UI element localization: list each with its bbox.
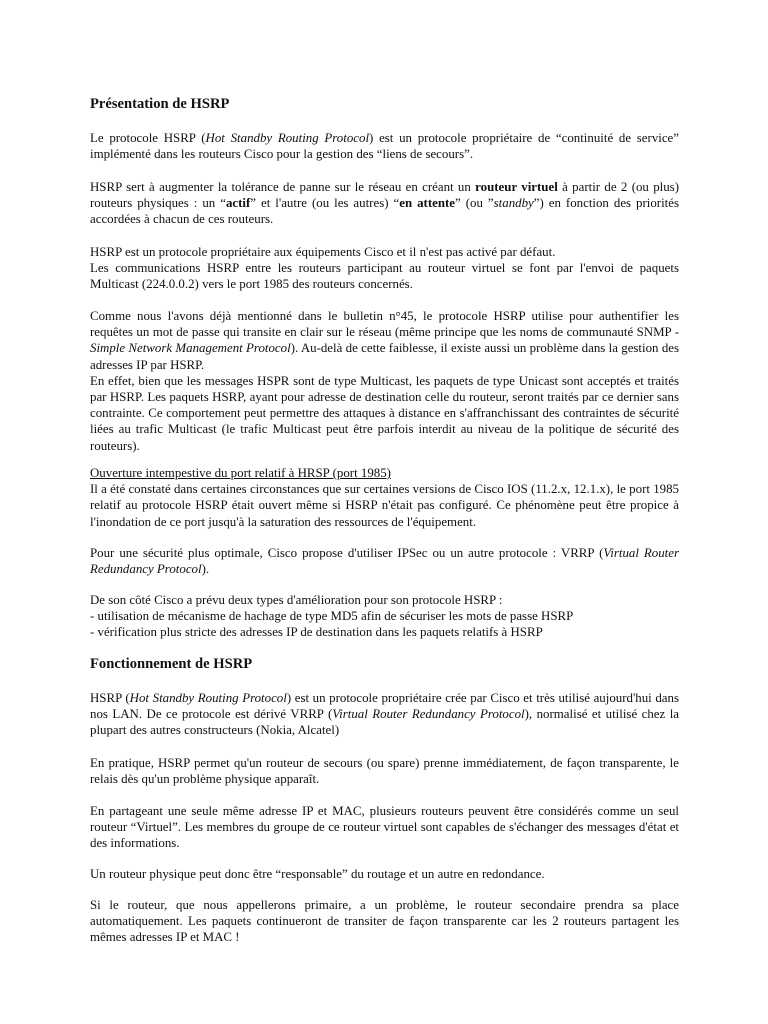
paragraph-virtual-router bbox=[90, 179, 679, 228]
list-item: - vérification plus stricte des adresses IP de destination dans les paquets relatifs à HSRP bbox=[90, 625, 543, 640]
section-title-fonctionnement: Fonctionnement de HSRP bbox=[90, 656, 253, 672]
paragraph-text bbox=[90, 690, 679, 739]
paragraph-improvements bbox=[90, 592, 679, 641]
paragraph-responsible-router bbox=[90, 866, 679, 882]
text-run: ). bbox=[201, 562, 210, 577]
paragraph-line: Les communications HSRP entre les routeurs participant au routeur virtuel se font par l'envoi de paquets Multicast (224.0.0.2) vers le port 1985 des routeurs concernés. bbox=[90, 261, 679, 292]
text-run: à partir de 2 (ou plus) routeurs physiques : un “ bbox=[90, 180, 679, 211]
paragraph-spare-router bbox=[90, 755, 679, 787]
paragraph-text bbox=[90, 308, 679, 373]
paragraph-text bbox=[90, 130, 679, 162]
text-run-italic: Hot Standby Routing Protocol bbox=[205, 131, 370, 145]
text-run: ” et l'autre (ou les autres) “ bbox=[250, 196, 400, 211]
text-run: Comme nous l'avons déjà mentionné dans le bulletin n°45, le protocole HSRP utilise pour authentifier les requêtes un mot de passe qui transite en clair sur le réseau (même principe que les noms de communauté SNMP - bbox=[90, 309, 679, 340]
paragraph-ipsec bbox=[90, 545, 679, 577]
text-run-bold: actif bbox=[225, 196, 251, 211]
paragraph-text: Un routeur physique peut donc être “responsable” du routage et un autre en redondance. bbox=[90, 867, 545, 881]
paragraph-virtual-router-group bbox=[90, 803, 679, 852]
text-run-italic: standby bbox=[493, 196, 534, 211]
paragraph-hsrp-definition bbox=[90, 130, 679, 162]
text-run: Pour une sécurité plus optimale, Cisco propose d'utiliser IPSec ou un autre protocole : VRRP ( bbox=[90, 546, 604, 560]
subheading-port-1985: Ouverture intempestive du port relatif à HRSP (port 1985) bbox=[90, 466, 391, 480]
text-run-italic: Virtual Router Redundancy Protocol bbox=[332, 707, 525, 722]
text-run: ” (ou ” bbox=[455, 196, 494, 211]
paragraph-hsrp-vrrp bbox=[90, 690, 679, 739]
paragraph-text: Si le routeur, que nous appellerons primaire, a un problème, le routeur secondaire prendra sa place automatiquement. Les paquets continueront de transiter de façon transparente car les 2 routeurs partagent les mêmes adresses IP et MAC ! bbox=[90, 898, 679, 945]
paragraph-line: HSRP est un protocole propriétaire aux équipements Cisco et il n'est pas activé par défaut. bbox=[90, 245, 556, 259]
paragraph-text: Il a été constaté dans certaines circonstances que sur certaines versions de Cisco IOS (11.2.x, 12.1.x), le port 1985 relatif au protocole HSRP était ouvert même si HSRP n'était pas configuré. Ce phénomène peut être propice à l'inondation de ce port jusqu'à la saturation des ressources de l'équipement. bbox=[90, 482, 679, 529]
list-item: - utilisation de mécanisme de hachage de type MD5 afin de sécuriser les mots de passe HSRP bbox=[90, 609, 574, 624]
text-run-bold: en attente bbox=[399, 196, 456, 211]
text-run: ). Au-delà de cette faiblesse, il existe aussi un problème dans la gestion des adresses IP par HSRP. bbox=[90, 341, 679, 372]
text-run-italic: Hot Standby Routing Protocol bbox=[129, 691, 287, 705]
paragraph-port-1985 bbox=[90, 465, 679, 530]
text-run: ) est un protocole propriétaire crée par Cisco et très utilisé aujourd'hui dans nos LAN. De ce protocole est dérivé VRRP ( bbox=[90, 691, 679, 722]
text-run: HSRP ( bbox=[90, 691, 130, 705]
paragraph-authentication bbox=[90, 308, 679, 454]
paragraph-text bbox=[90, 545, 679, 577]
paragraph-multicast bbox=[90, 244, 679, 293]
text-run: ) est un protocole propriétaire de “continuité de service” implémenté dans les routeurs Cisco pour la gestion des “liens de secours”. bbox=[90, 131, 680, 162]
paragraph-text: En effet, bien que les messages HSPR sont de type Multicast, les paquets de type Unicast sont acceptés et traités par HSRP. Les paquets HSRP, ayant pour adresse de destination celle du routeur, seront traités par ce dernier sans contrainte. Ce comportement peut permettre des attaques à distance en s'affranchissant des contraintes de sécurité liées au trafic Multicast (le trafic Multicast peut être parfois interdit au niveau de la politique de sécurité des routeurs). bbox=[90, 373, 679, 453]
paragraph-failover bbox=[90, 897, 679, 946]
paragraph-text: En partageant une seule même adresse IP et MAC, plusieurs routeurs peuvent être considérés comme un seul routeur “Virtuel”. Les membres du groupe de ce routeur virtuel sont capables de s'échanger des messages d'état et des informations. bbox=[90, 804, 679, 851]
text-run: HSRP sert à augmenter la tolérance de panne sur le réseau en créant un bbox=[90, 180, 476, 194]
text-run-italic: Virtual Router Redundancy Protocol bbox=[90, 546, 680, 577]
text-run: Le protocole HSRP ( bbox=[90, 131, 206, 145]
text-run-bold: routeur virtuel bbox=[475, 180, 558, 194]
paragraph-text: En pratique, HSRP permet qu'un routeur de secours (ou spare) prenne immédiatement, de façon transparente, le relais dès qu'un problème physique apparaît. bbox=[90, 756, 679, 787]
paragraph-line: De son côté Cisco a prévu deux types d'amélioration pour son protocole HSRP : bbox=[90, 593, 503, 607]
paragraph-text bbox=[90, 179, 679, 228]
text-run: ”) en fonction des priorités accordées à chacun de ces routeurs. bbox=[90, 196, 679, 227]
section-title-presentation: Présentation de HSRP bbox=[90, 96, 230, 112]
text-run-italic: Simple Network Management Protocol bbox=[90, 341, 291, 356]
text-run: ), normalisé et utilisé chez la plupart des autres constructeurs (Nokia, Alcatel) bbox=[90, 707, 679, 738]
